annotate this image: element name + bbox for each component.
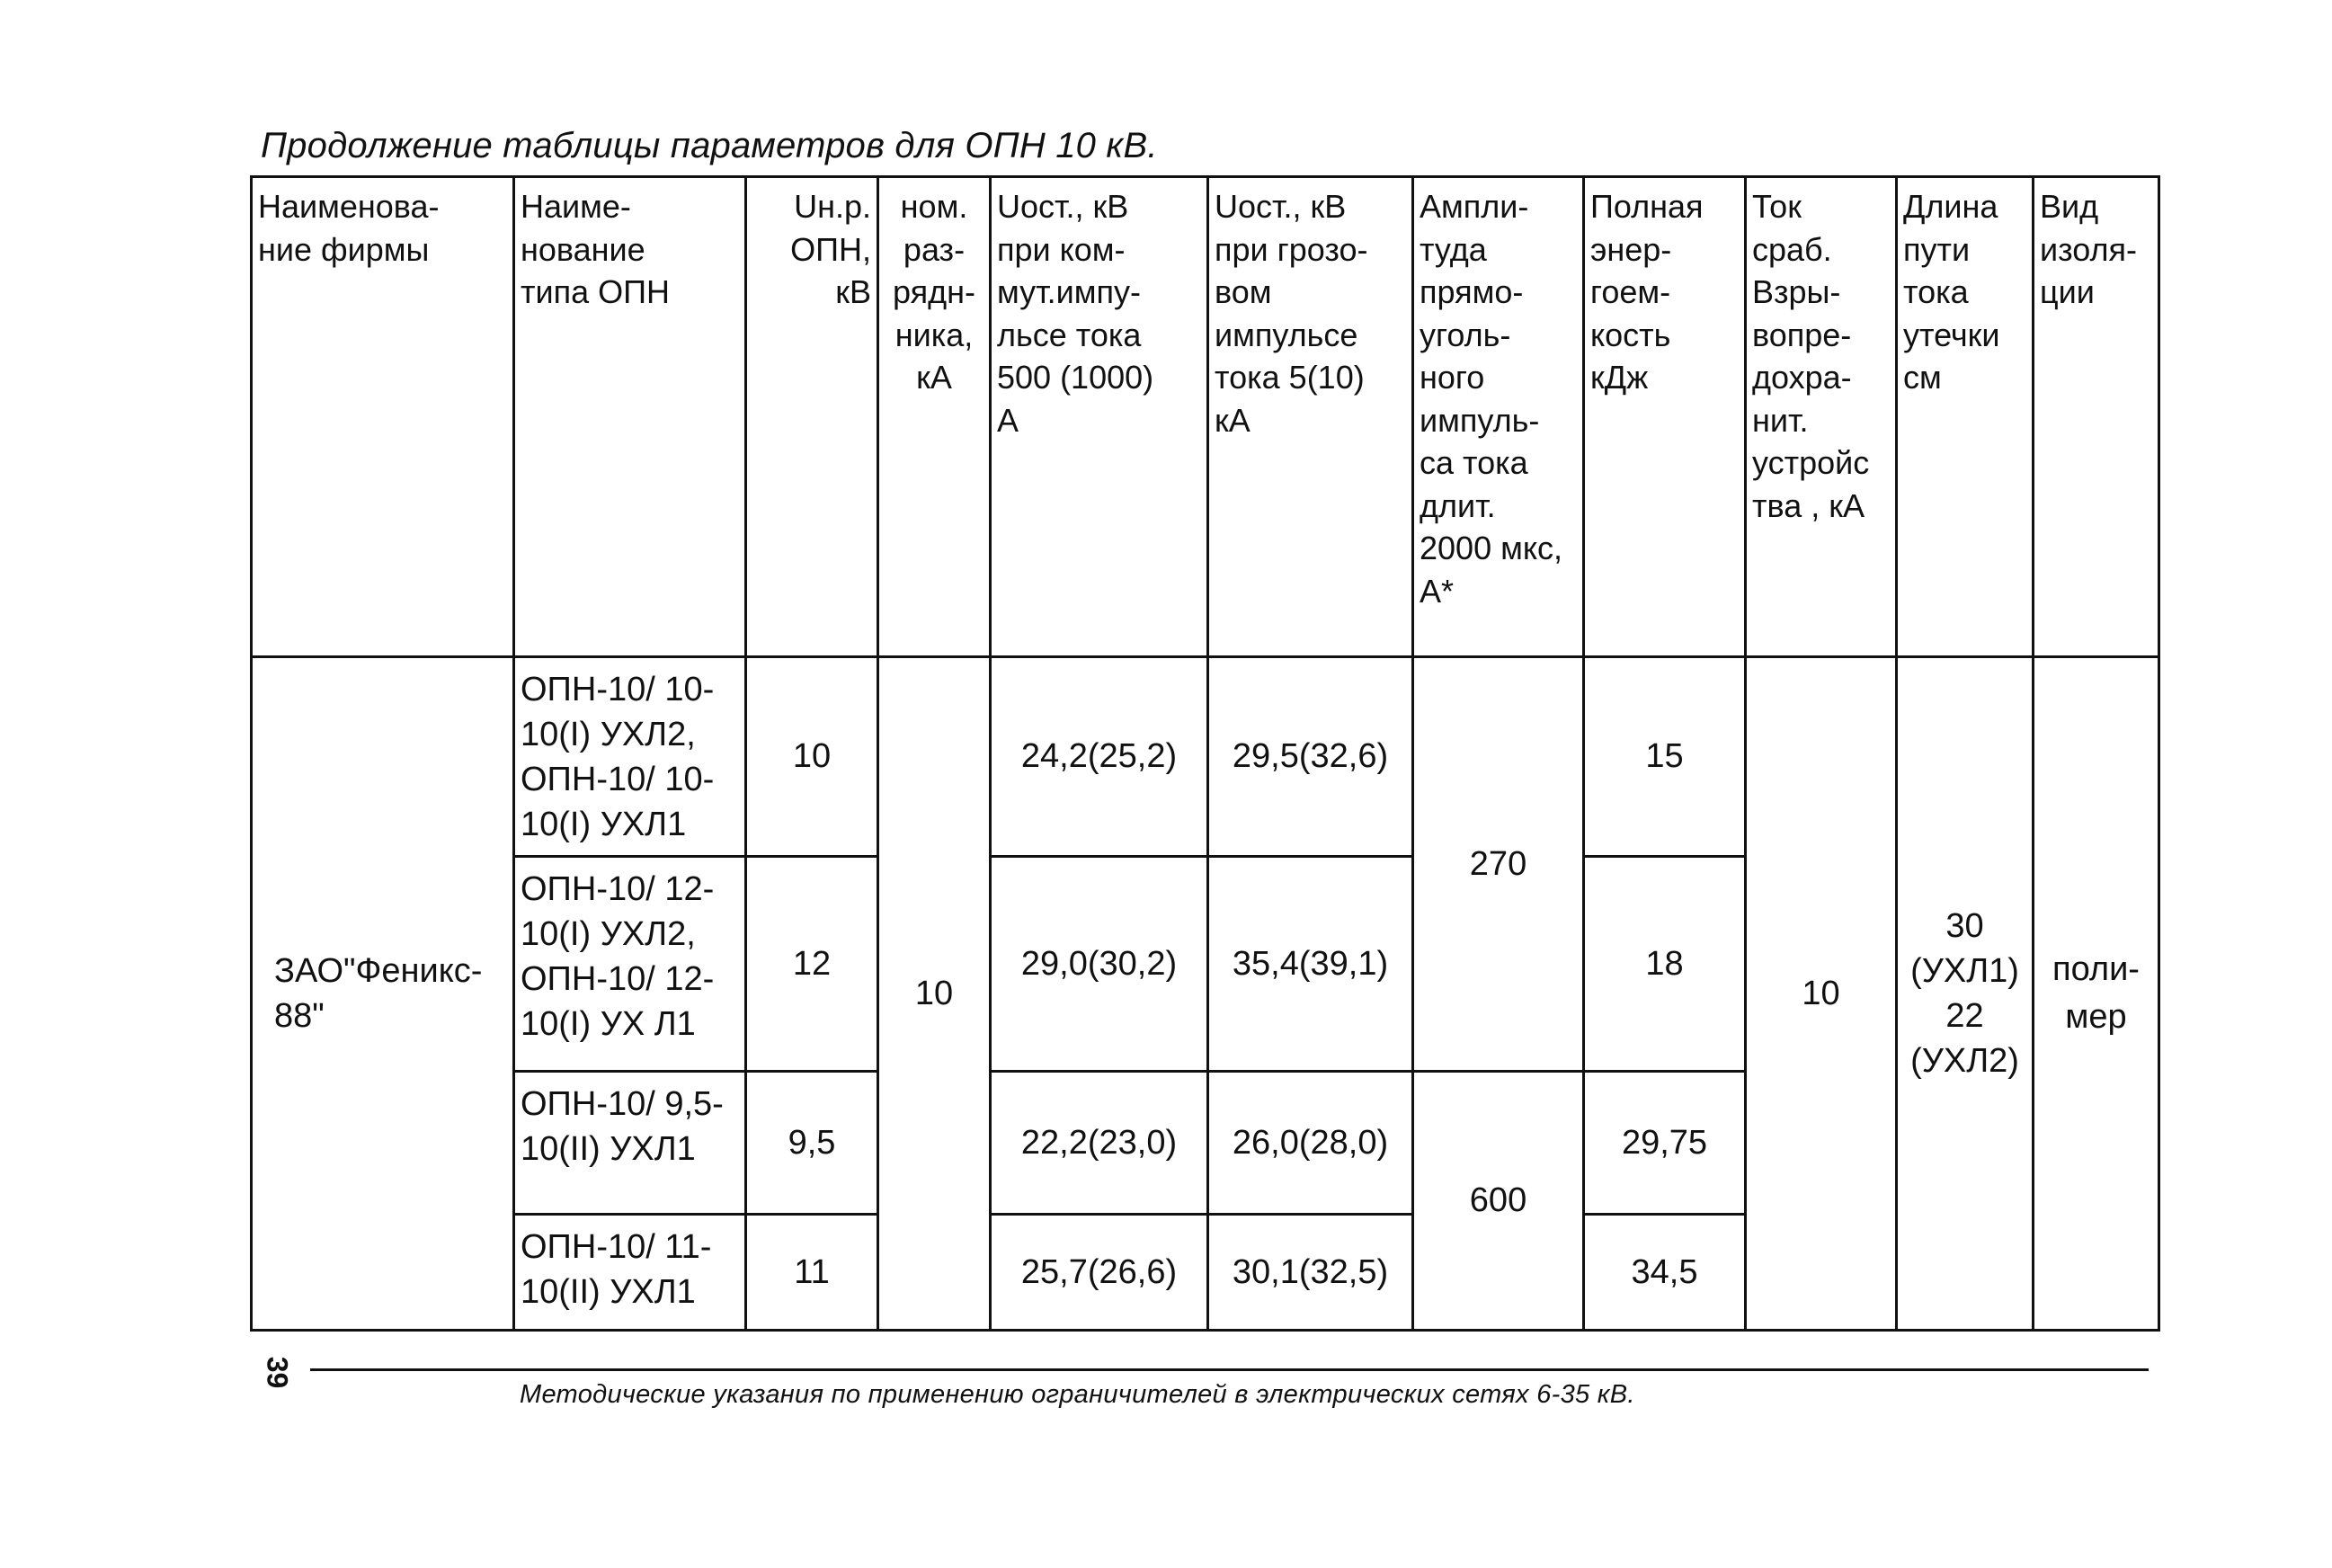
residual-voltage-switching-cell: 22,2(23,0)	[991, 1071, 1208, 1214]
fuse-trip-current-cell: 10	[1746, 657, 1897, 1331]
page-number: 39	[261, 1356, 294, 1389]
header-nominal-discharge-current: ном. раз- рядн- ника, кА	[878, 177, 991, 657]
rated-voltage-cell: 11	[746, 1214, 878, 1330]
nominal-discharge-current-cell: 10	[878, 657, 991, 1331]
pulse-amplitude-cell: 270	[1413, 657, 1584, 1072]
residual-voltage-lightning-cell: 30,1(32,5)	[1208, 1214, 1413, 1330]
energy-capacity-cell: 18	[1584, 856, 1746, 1071]
insulation-type-cell: поли- мер	[2034, 657, 2159, 1331]
footer-text: Методические указания по применению ограничителей в электрических сетях 6-35 кВ.	[520, 1380, 1635, 1409]
header-residual-voltage-switching: Uост., кВ при ком- мут.импу- льсе тока 500 (1000) А	[991, 177, 1208, 657]
header-fuse-trip-current: Ток сраб. Взры- вопре- дохра- нит. устройс тва , кА	[1746, 177, 1897, 657]
leakage-path-cell: 30 (УХЛ1) 22 (УХЛ2)	[1897, 657, 2034, 1331]
header-row	[252, 177, 2159, 657]
residual-voltage-switching-cell: 24,2(25,2)	[991, 657, 1208, 857]
type-name-cell: ОПН-10/ 12- 10(I) УХЛ2, ОПН-10/ 12- 10(I) УХ Л1	[514, 856, 746, 1071]
residual-voltage-switching-cell: 25,7(26,6)	[991, 1214, 1208, 1330]
table-caption: Продолжение таблицы параметров для ОПН 10 кВ.	[261, 126, 1158, 165]
pulse-amplitude-cell: 600	[1413, 1071, 1584, 1330]
residual-voltage-switching-cell: 29,0(30,2)	[991, 856, 1208, 1071]
rated-voltage-cell: 10	[746, 657, 878, 857]
header-type-name: Наиме- нование типа ОПН	[514, 177, 746, 657]
rated-voltage-cell: 12	[746, 856, 878, 1071]
firm-name-cell: ЗАО"Феникс- 88"	[252, 657, 514, 1331]
energy-capacity-cell: 34,5	[1584, 1214, 1746, 1330]
type-name-cell: ОПН-10/ 10- 10(I) УХЛ2, ОПН-10/ 10- 10(I) УХЛ1	[514, 657, 746, 857]
header-insulation-type: Вид изоля- ции	[2034, 177, 2159, 657]
footer-divider	[310, 1368, 2149, 1371]
header-residual-voltage-lightning: Uост., кВ при грозо- вом импульсе тока 5(10) кА	[1208, 177, 1413, 657]
residual-voltage-lightning-cell: 35,4(39,1)	[1208, 856, 1413, 1071]
energy-capacity-cell: 29,75	[1584, 1071, 1746, 1214]
energy-capacity-cell: 15	[1584, 657, 1746, 857]
header-leakage-path-length: Длина пути тока утечки см	[1897, 177, 2034, 657]
residual-voltage-lightning-cell: 29,5(32,6)	[1208, 657, 1413, 857]
header-rectangular-pulse-amplitude: Ампли- туда прямо- уголь- ного импуль- са тока длит. 2000 мкс, А*	[1413, 177, 1584, 657]
header-energy-capacity: Полная энер- гоем- кость кДж	[1584, 177, 1746, 657]
parameters-table	[250, 175, 2160, 1332]
header-rated-voltage: Uн.р. ОПН, кВ	[746, 177, 878, 657]
table-row	[252, 657, 2159, 857]
rated-voltage-cell: 9,5	[746, 1071, 878, 1214]
residual-voltage-lightning-cell: 26,0(28,0)	[1208, 1071, 1413, 1214]
header-firm-name: Наименова- ние фирмы	[252, 177, 514, 657]
type-name-cell: ОПН-10/ 11- 10(II) УХЛ1	[514, 1214, 746, 1330]
type-name-cell: ОПН-10/ 9,5- 10(II) УХЛ1	[514, 1071, 746, 1214]
